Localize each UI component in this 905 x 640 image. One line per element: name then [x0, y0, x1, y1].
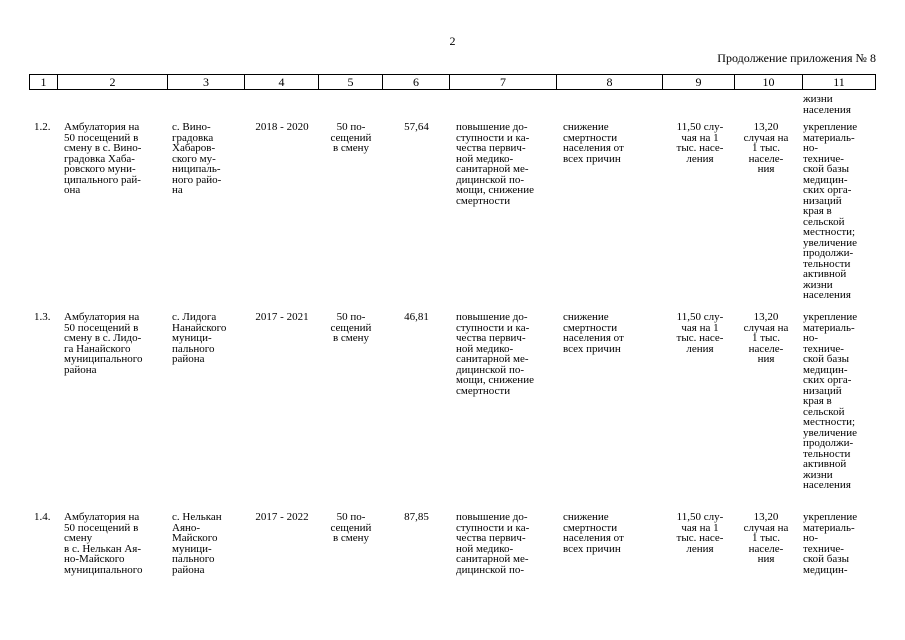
facility-name: Амбулатория на 50 посещений в смену в с. Нелькан Ая- но-Майского муниципального	[64, 511, 143, 576]
goal: повышение до- ступности и ка- чества первич- ной медико- санитарной ме- дицинской по-	[456, 511, 530, 576]
capacity: 50 по- сещений в смену	[330, 121, 372, 154]
col-number-10: 10	[735, 75, 803, 89]
indicator: снижение смертности населения от всех причин	[563, 511, 624, 555]
expected-effect: укрепление материаль- но- техниче- ской базы медицин- ских орга- низаций края в сельской местности; увеличение продолжи- тельности активной жизни населения	[803, 311, 858, 491]
col-number-4: 4	[245, 75, 319, 89]
row-number: 1.4.	[34, 511, 51, 523]
expected-effect: укрепление материаль- но- техниче- ской базы медицин- ских орга- низаций края в сельской местности; увеличение продолжи- тельности активной жизни населения	[803, 121, 858, 301]
col-number-7: 7	[450, 75, 557, 89]
carry-over-effect: жизни населения	[803, 93, 851, 116]
col-number-6: 6	[383, 75, 450, 89]
value-after: 13,20 случая на 1 тыс. населе- ния	[743, 511, 789, 565]
col-number-3: 3	[168, 75, 245, 89]
capacity: 50 по- сещений в смену	[330, 311, 372, 344]
cost: 57,64	[404, 121, 429, 133]
indicator: снижение смертности населения от всех причин	[563, 311, 624, 355]
column-number-header	[29, 74, 876, 90]
value-after: 13,20 случая на 1 тыс. населе- ния	[743, 121, 789, 175]
continuation-label: Продолжение приложения № 8	[717, 51, 876, 65]
col-number-1: 1	[30, 75, 58, 89]
value-before: 11,50 слу- чая на 1 тыс. насе- ления	[676, 511, 724, 555]
expected-effect: укрепление материаль- но- техниче- ской базы медицин-	[803, 511, 858, 576]
indicator: снижение смертности населения от всех причин	[563, 121, 624, 165]
construction-period: 2017 - 2021	[255, 311, 309, 323]
cost: 87,85	[404, 511, 429, 523]
page-number: 2	[449, 34, 456, 48]
construction-period: 2018 - 2020	[255, 121, 309, 133]
col-number-9: 9	[663, 75, 735, 89]
facility-name: Амбулатория на 50 посещений в смену в с. Вино- градовка Хаба- ровского муни- ципального рай- она	[64, 121, 142, 196]
facility-name: Амбулатория на 50 посещений в смену в с. Лидо- га Нанайского муниципального района	[64, 311, 143, 376]
row-number: 1.3.	[34, 311, 51, 323]
construction-period: 2017 - 2022	[255, 511, 309, 523]
value-after: 13,20 случая на 1 тыс. населе- ния	[743, 311, 789, 365]
value-before: 11,50 слу- чая на 1 тыс. насе- ления	[676, 121, 724, 165]
cost: 46,81	[404, 311, 429, 323]
facility-location: с. Нелькан Аяно- Майского муници- пального района	[172, 511, 222, 576]
col-number-2: 2	[58, 75, 168, 89]
row-number: 1.2.	[34, 121, 51, 133]
col-number-11: 11	[833, 75, 845, 89]
goal: повышение до- ступности и ка- чества первич- ной медико- санитарной ме- дицинской по- мощи, снижение смертности	[456, 121, 534, 207]
facility-location: с. Вино- градовка Хабаров- ского му- ниципаль- ного райо- на	[172, 121, 222, 196]
facility-location: с. Лидога Нанайского муници- пального района	[172, 311, 227, 365]
value-before: 11,50 слу- чая на 1 тыс. насе- ления	[676, 311, 724, 355]
col-number-5: 5	[319, 75, 383, 89]
col-number-8: 8	[557, 75, 663, 89]
goal: повышение до- ступности и ка- чества первич- ной медико- санитарной ме- дицинской по- мощи, снижение смертности	[456, 311, 534, 397]
capacity: 50 по- сещений в смену	[330, 511, 372, 544]
